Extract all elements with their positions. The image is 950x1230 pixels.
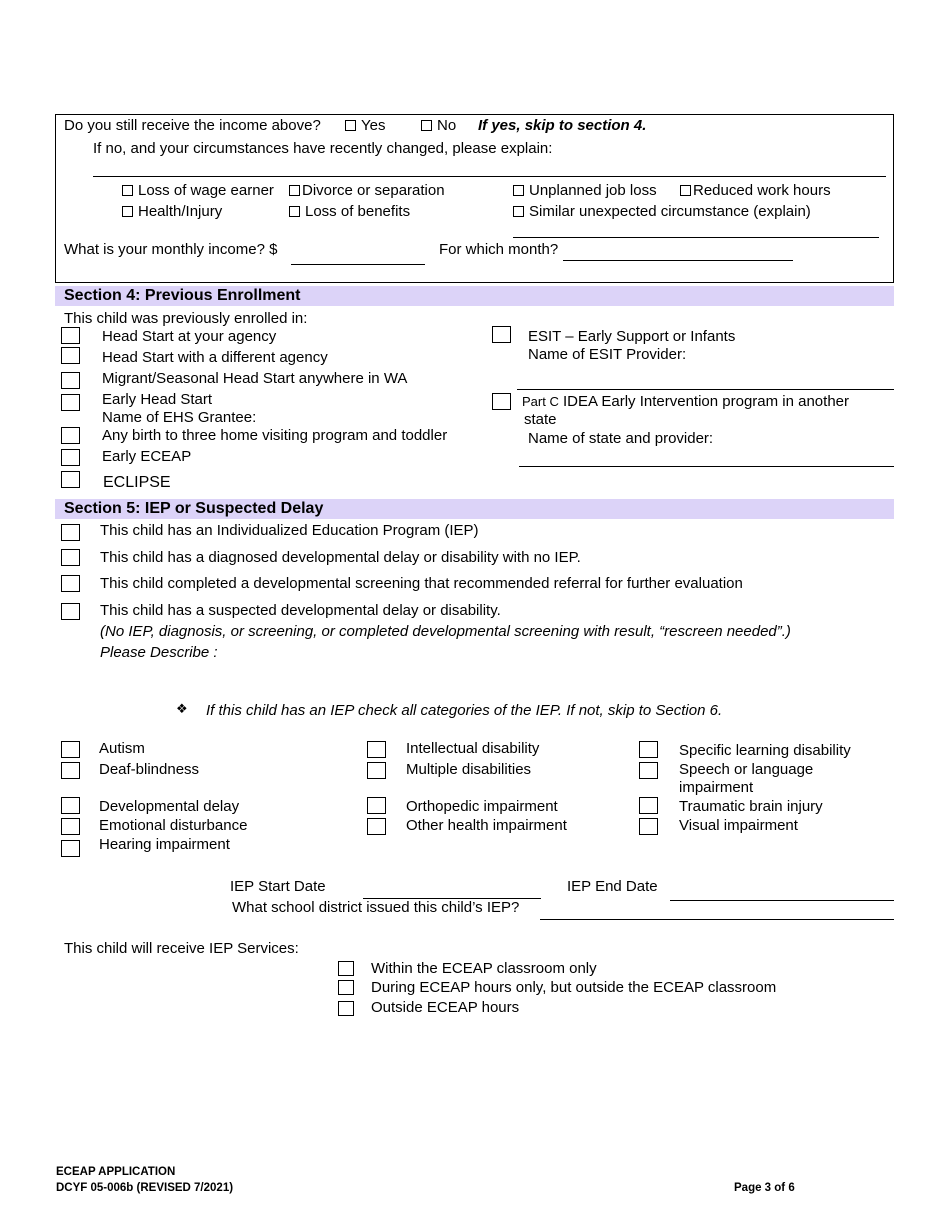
reason-unplanned-checkbox[interactable] (513, 185, 524, 196)
hs-agency-checkbox[interactable] (61, 327, 80, 344)
during-hours-label: During ECEAP hours only, but outside the ECEAP classroom (371, 979, 777, 996)
income-no-checkbox[interactable] (421, 120, 432, 131)
monthly-income-field[interactable] (291, 264, 425, 265)
income-explain-prompt: If no, and your circumstances have recently changed, please explain: (93, 140, 553, 157)
orthopedic-label: Orthopedic impairment (406, 798, 558, 815)
specific-learning-label: Specific learning disability (679, 742, 851, 759)
ehs-label: Early Head Start (102, 391, 213, 408)
hs-different-checkbox[interactable] (61, 347, 80, 364)
reason-health-checkbox[interactable] (122, 206, 133, 217)
diagnosed-checkbox[interactable] (61, 549, 80, 566)
iep-label: This child has an Individualized Education Program (IEP) (100, 522, 479, 539)
screening-checkbox[interactable] (61, 575, 80, 592)
esit-provider-label: Name of ESIT Provider: (528, 346, 687, 363)
deaf-blindness-label: Deaf-blindness (99, 761, 200, 778)
partc-prefix: Part C (522, 394, 559, 409)
partc-name-label: Name of state and provider: (528, 430, 714, 447)
outside-hours-label: Outside ECEAP hours (371, 999, 520, 1016)
hs-agency-label: Head Start at your agency (102, 328, 277, 345)
emotional-label: Emotional disturbance (99, 817, 248, 834)
early-eceap-checkbox[interactable] (61, 449, 80, 466)
suspected-note: (No IEP, diagnosis, or screening, or completed developmental screening with result, “rescreen needed”.) (100, 623, 791, 640)
dev-delay-label: Developmental delay (99, 798, 240, 815)
footer-form-name: ECEAP APPLICATION (56, 1166, 176, 1178)
similar-explain-line[interactable] (513, 237, 879, 238)
visual-checkbox[interactable] (639, 818, 658, 835)
dev-delay-checkbox[interactable] (61, 797, 80, 814)
multiple-checkbox[interactable] (367, 762, 386, 779)
specific-learning-checkbox[interactable] (639, 741, 658, 758)
services-label: This child will receive IEP Services: (64, 940, 299, 957)
hearing-label: Hearing impairment (99, 836, 230, 853)
district-field[interactable] (540, 919, 894, 920)
iep-end-date-label: IEP End Date (567, 878, 658, 895)
esit-checkbox[interactable] (492, 326, 511, 343)
iep-start-date-label: IEP Start Date (230, 878, 326, 895)
within-classroom-checkbox[interactable] (338, 961, 354, 976)
visual-label: Visual impairment (679, 817, 798, 834)
income-explain-line[interactable] (93, 176, 886, 177)
which-month-label: For which month? (439, 241, 559, 258)
reason-benefits[interactable] (289, 203, 410, 220)
esit-provider-line[interactable] (517, 389, 894, 390)
diagnosed-label: This child has a diagnosed developmental delay or disability with no IEP. (100, 549, 581, 566)
reason-health[interactable] (122, 203, 222, 220)
multiple-label: Multiple disabilities (406, 761, 532, 778)
partc-name-line[interactable] (519, 466, 894, 467)
partc-checkbox[interactable] (492, 393, 511, 410)
speech-label-line1: Speech or language (679, 761, 814, 778)
reason-health-label: Health/Injury (138, 203, 223, 220)
reason-similar[interactable] (513, 203, 811, 220)
esit-label: ESIT – Early Support or Infants (528, 328, 736, 345)
income-no-label: No (437, 117, 457, 134)
district-label: What school district issued this child’s IEP? (232, 899, 520, 916)
within-classroom-label: Within the ECEAP classroom only (371, 960, 597, 977)
income-skip-note: If yes, skip to section 4. (478, 117, 647, 134)
autism-checkbox[interactable] (61, 741, 80, 758)
home-visiting-checkbox[interactable] (61, 427, 80, 444)
hearing-checkbox[interactable] (61, 840, 80, 857)
other-health-label: Other health impairment (406, 817, 567, 834)
section4-header (55, 286, 894, 306)
reason-divorce-label: Divorce or separation (302, 182, 445, 199)
income-yes-option[interactable] (345, 117, 385, 134)
income-yes-checkbox[interactable] (345, 120, 356, 131)
partc-state: state (524, 411, 557, 428)
ehs-checkbox[interactable] (61, 394, 80, 411)
emotional-checkbox[interactable] (61, 818, 80, 835)
partc-text: IDEA Early Intervention program in another (563, 393, 849, 410)
hs-different-label: Head Start with a different agency (102, 349, 328, 366)
reason-unplanned[interactable] (513, 182, 657, 199)
intellectual-checkbox[interactable] (367, 741, 386, 758)
speech-label-line2: impairment (679, 779, 754, 796)
migrant-checkbox[interactable] (61, 372, 80, 389)
ehs-grantee-label: Name of EHS Grantee: (102, 409, 257, 426)
tbi-checkbox[interactable] (639, 797, 658, 814)
eclipse-label: ECLIPSE (103, 474, 171, 491)
reason-reduced-checkbox[interactable] (680, 185, 691, 196)
intellectual-label: Intellectual disability (406, 740, 540, 757)
describe-label: Please Describe : (100, 644, 218, 661)
monthly-income-label: What is your monthly income? $ (64, 241, 278, 258)
reason-similar-label: Similar unexpected circumstance (explain) (529, 203, 811, 220)
diamond-bullet-icon: ❖ (176, 702, 188, 717)
section4-title: Section 4: Previous Enrollment (64, 287, 301, 304)
deaf-blindness-checkbox[interactable] (61, 762, 80, 779)
section5-header (55, 499, 894, 519)
income-question: Do you still receive the income above? (64, 117, 321, 134)
reason-reduced-label: Reduced work hours (693, 182, 831, 199)
autism-label: Autism (99, 740, 145, 757)
income-yes-label: Yes (361, 117, 386, 134)
tbi-label: Traumatic brain injury (679, 798, 823, 815)
reason-divorce-checkbox[interactable] (289, 185, 300, 196)
reason-loss-wage-label: Loss of wage earner (138, 182, 274, 199)
which-month-field[interactable] (563, 260, 793, 261)
early-eceap-label: Early ECEAP (102, 448, 192, 465)
reason-benefits-label: Loss of benefits (305, 203, 411, 220)
iep-checkbox[interactable] (61, 524, 80, 541)
footer-page-number: Page 3 of 6 (734, 1182, 795, 1194)
iep-instruction: If this child has an IEP check all categories of the IEP. If not, skip to Section 6. (206, 702, 723, 719)
section4-intro: This child was previously enrolled in: (64, 310, 308, 327)
outside-hours-checkbox[interactable] (338, 1001, 354, 1016)
income-no-option[interactable] (421, 117, 456, 134)
reason-reduced[interactable] (680, 182, 831, 199)
screening-label: This child completed a developmental screening that recommended referral for further evaluation (100, 575, 743, 592)
section5-title: Section 5: IEP or Suspected Delay (64, 500, 324, 517)
reason-unplanned-label: Unplanned job loss (529, 182, 657, 199)
suspected-label: This child has a suspected developmental delay or disability. (100, 602, 501, 619)
orthopedic-checkbox[interactable] (367, 797, 386, 814)
reason-divorce[interactable] (289, 182, 445, 199)
reason-loss-wage-checkbox[interactable] (122, 185, 133, 196)
migrant-label: Migrant/Seasonal Head Start anywhere in WA (102, 370, 408, 387)
during-hours-checkbox[interactable] (338, 980, 354, 995)
eclipse-checkbox[interactable] (61, 471, 80, 488)
iep-end-date-field[interactable] (670, 900, 894, 901)
suspected-checkbox[interactable] (61, 603, 80, 620)
reason-loss-wage[interactable] (122, 182, 274, 199)
reason-similar-checkbox[interactable] (513, 206, 524, 217)
other-health-checkbox[interactable] (367, 818, 386, 835)
partc-label (522, 393, 849, 410)
home-visiting-label: Any birth to three home visiting program and toddler (102, 427, 448, 444)
income-question-row (64, 117, 321, 134)
footer-form-number: DCYF 05-006b (REVISED 7/2021) (56, 1182, 234, 1194)
speech-checkbox[interactable] (639, 762, 658, 779)
reason-benefits-checkbox[interactable] (289, 206, 300, 217)
